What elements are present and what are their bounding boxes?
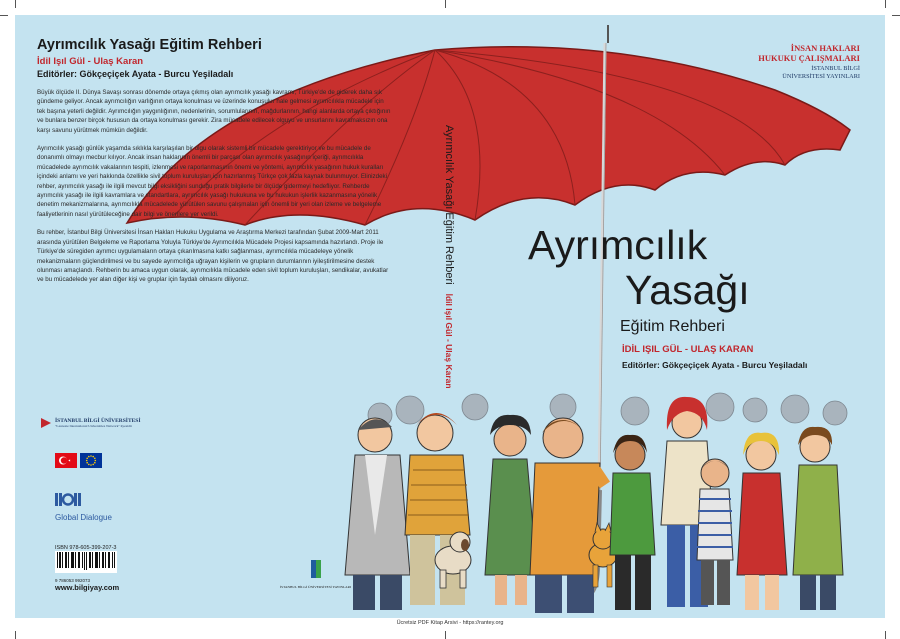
spine-publisher [280, 560, 351, 589]
global-dialogue-label: Global Dialogue [55, 513, 112, 522]
back-title: Ayrımcılık Yasağı Eğitim Rehberi [37, 37, 262, 53]
publisher-line-1: İSTANBUL BİLGİ [811, 65, 860, 72]
crop-mark [892, 15, 900, 16]
back-text [37, 228, 392, 284]
university-sub: "Laureate International Universities Network" üyesidir [55, 424, 132, 428]
back-editors: Editörler: Gökçeçiçek Ayata - Burcu Yeşiladalı [37, 69, 234, 79]
spine-title: Ayrımcılık Yasağı Eğitim Rehberi [443, 125, 455, 285]
publisher-logo-icon [311, 560, 321, 578]
series-line-1: İNSAN HAKLARI [790, 43, 860, 53]
crop-mark [15, 0, 16, 8]
character [345, 418, 410, 610]
back-paragraph-2: Ayrımcılık yasağı günlük yaşamda sıklıkla karşılaşılan bir olgu olarak sistemli bir mücadele gerektiriyor ve bu mücadele de donanımlı olmayı mecbur kılıyor. Ancak insan haklarının önemli bir parçası olan ayrımcılık yasağının içeriği, ayrımcılıkla mücadelede ayrımcılık vakalarının tespiti, izlenmesi ve raporlanmasının önemi ve yöntemi, ayrımcılık yasağının hukuk kuralları içindeki anlamı ve yeri hakkında özellikle sivil toplum kuruluşları için hazırlanmış Türkçe çok fazla kaynak bulunmuyor. Elinizdeki rehber, ayrımcılık yasağı ile ilgili mevcut bilgi eksikliğini sunduğu pratik bilgilerle bir ölçüde gidermeyi hedefliyor. Rehberde ayrımcılık yasağı ile ilgili kavramlara ve standartlara, ayrımcılık yasağı hukukuna ve bu hukukun işlerlik kazanmasına yönelik denetim mekanizmalarına, ayrımcılıkla mücadelede yürütülen savunu çalışmaları için önemli bir yeri olan izleme ve belgeleme faaliyetlerinin nasıl yürütüleceğine dair bilgi ve önerilere yer verildi. [37, 145, 387, 218]
front-editors: Editörler: Gökçeçiçek Ayata - Burcu Yeşiladalı [622, 360, 808, 370]
spine-text [443, 125, 455, 389]
website: www.bilgiyay.com [55, 583, 120, 592]
global-dialogue-logo [55, 493, 112, 522]
university-emblem-icon [40, 417, 52, 429]
back-paragraph-1: Büyük ölçüde II. Dünya Savaşı sonrası dönemde ortaya çıkmış olan ayrımcılık yasağı kavramı, Türkiye'de de giderek daha sık gündeme geliyor. Ancak ayrımcılığın varlığının ortaya konulması ve üzerinde konuşulur hale gelmesi ayrımcılıkla mücadele için tek başına yeterli değildir. Ayrımcılığın yaygınlığının, nedenlerinin, sorumlularının, mağdurlarının, hangi alanlarda ortaya çıktığının ve bunlara benzer birçok hususun da ortaya konulması gerekir. Zira mücadele edilecek olguyu ve unsurlarını kavramaksızın ona karşı savunu yürütmek mümkün değildir. [37, 89, 391, 134]
spine [433, 125, 455, 389]
front-title-line-1: Ayrımcılık [528, 222, 708, 268]
global-dialogue-icon [55, 493, 81, 506]
spine-authors: İdil Işıl Gül - Ulaş Karan [444, 293, 454, 389]
barcode-digits: 9 786053 992073 [55, 578, 91, 583]
series-line-2: HUKUKU ÇALIŞMALARI [758, 53, 860, 63]
footer-note: Ücretsiz PDF Kitap Arsivi - https://rantey.org [396, 620, 504, 626]
back-paragraph-3: Bu rehber, İstanbul Bilgi Üniversitesi İnsan Hakları Hukuku Uygulama ve Araştırma Merkezi tarafından Şubat 2009-Mart 2011 arasında yürütülen Belgeleme ve Raporlama Yoluyla Türkiye'de Ayrımcılıkla Mücadele Projesi kapsamında hazırlandı. Proje ile Türkiye'de süregiden ayrımcı uygulamaların ortaya çıkarılmasına katkı sağlanması, ayrımcılıkla mücadeleye yönelik mekanizmaların güçlendirilmesi ve bu sayede ayrımcılığa uğrayan kişilerin ve grupların durumlarının iyileştirilmesine destek olunması amaçlandı. Rehberin bu amaca uygun olarak, ayrımcılıkla mücadele eden sivil toplum kuruluşları, sendikalar, avukatlar ve bu mücadelede yer alan diğer kişi ve gruplar için faydalı olmasını diliyoruz. [37, 229, 389, 284]
crop-mark [885, 631, 886, 639]
partner-flags [55, 453, 102, 468]
back-text [37, 144, 392, 219]
isbn: ISBN 978-605-399-207-3 [55, 545, 117, 551]
barcode-area [55, 545, 117, 583]
book-cover [15, 15, 885, 618]
publisher-line-2: ÜNİVERSİTESİ YAYINLARI [782, 73, 860, 80]
crop-mark [0, 15, 8, 16]
front-subtitle: Eğitim Rehberi [620, 318, 725, 335]
back-cover [37, 37, 437, 285]
crop-mark [15, 631, 16, 639]
turkey-flag-icon [55, 453, 77, 468]
crop-mark [445, 0, 446, 8]
back-text [37, 88, 392, 135]
front-authors: İDİL IŞIL GÜL - ULAŞ KARAN [622, 344, 754, 355]
crop-mark [885, 0, 886, 8]
university-logo [40, 417, 141, 429]
front-title-line-2: Yasağı [625, 267, 750, 313]
eu-flag-icon [80, 453, 102, 468]
barcode-icon [55, 551, 117, 573]
crop-mark [445, 631, 446, 639]
spine-publisher-name: İSTANBUL BİLGİ ÜNİVERSİTESİ YAYINLARI [280, 585, 352, 589]
back-authors: İdil Işıl Gül - Ulaş Karan [37, 56, 144, 67]
series-info [758, 43, 860, 81]
university-name: İSTANBUL BİLGİ ÜNİVERSİTESİ [55, 418, 141, 424]
